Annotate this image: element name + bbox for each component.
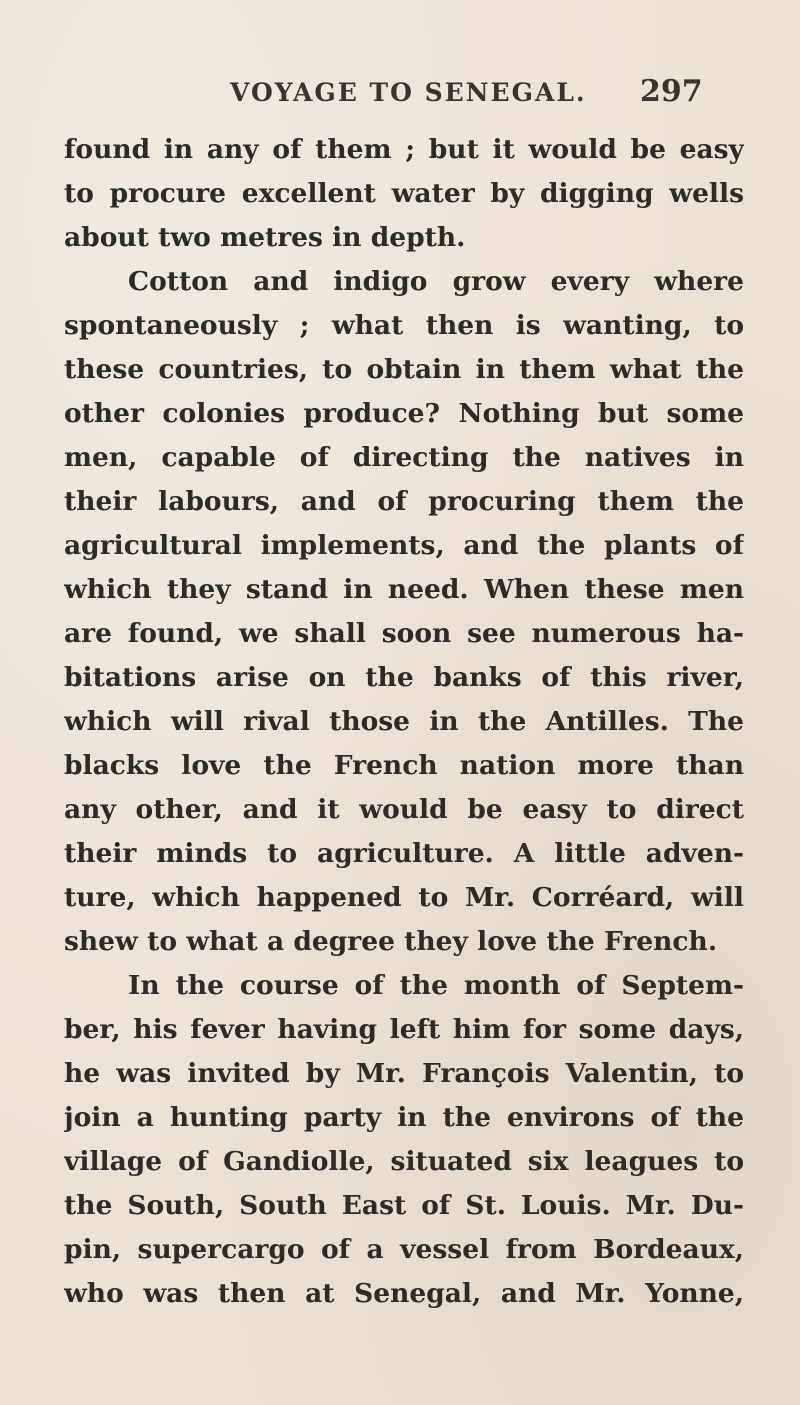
text-line: to procure excellent water by digging wells — [64, 178, 744, 209]
text-line: which will rival those in the Antilles. The — [64, 706, 744, 737]
text-line: blacks love the French nation more than — [64, 750, 744, 781]
body-text — [64, 128, 744, 1316]
text-line: join a hunting party in the environs of the — [64, 1102, 744, 1133]
text-line: are found, we shall soon see numerous ha- — [64, 618, 744, 649]
text-line: he was invited by Mr. François Valentin, to — [64, 1058, 744, 1089]
text-line: any other, and it would be easy to direct — [64, 794, 744, 825]
text-line: their labours, and of procuring them the — [64, 486, 744, 517]
text-line: village of Gandiolle, situated six leagues to — [64, 1146, 744, 1177]
text-line: their minds to agriculture. A little adven- — [64, 838, 744, 869]
text-line: which they stand in need. When these men — [64, 574, 744, 605]
text-line: pin, supercargo of a vessel from Bordeaux, — [64, 1234, 744, 1265]
text-line: bitations arise on the banks of this river, — [64, 662, 744, 693]
text-line: found in any of them ; but it would be easy — [64, 134, 744, 165]
text-line: ber, his fever having left him for some days, — [64, 1014, 744, 1045]
text-line: about two metres in depth. — [64, 222, 466, 253]
paragraph-start-line: Cotton and indigo grow every where — [128, 266, 744, 297]
text-line: the South, South East of St. Louis. Mr. Du- — [64, 1190, 744, 1221]
text-line: these countries, to obtain in them what the — [64, 354, 744, 385]
text-line: agricultural implements, and the plants of — [64, 530, 744, 561]
text-line: ture, which happened to Mr. Corréard, will — [64, 882, 744, 913]
paragraph-start-line: In the course of the month of Septem- — [128, 970, 744, 1001]
text-line: other colonies produce? Nothing but some — [64, 398, 744, 429]
running-head — [0, 74, 800, 114]
running-title: VOYAGE TO SENEGAL. — [230, 78, 587, 107]
page-number: 297 — [640, 74, 703, 109]
text-line: men, capable of directing the natives in — [64, 442, 744, 473]
text-line: shew to what a degree they love the French. — [64, 926, 718, 957]
text-line: who was then at Senegal, and Mr. Yonne, — [64, 1278, 744, 1309]
text-line: spontaneously ; what then is wanting, to — [64, 310, 744, 341]
